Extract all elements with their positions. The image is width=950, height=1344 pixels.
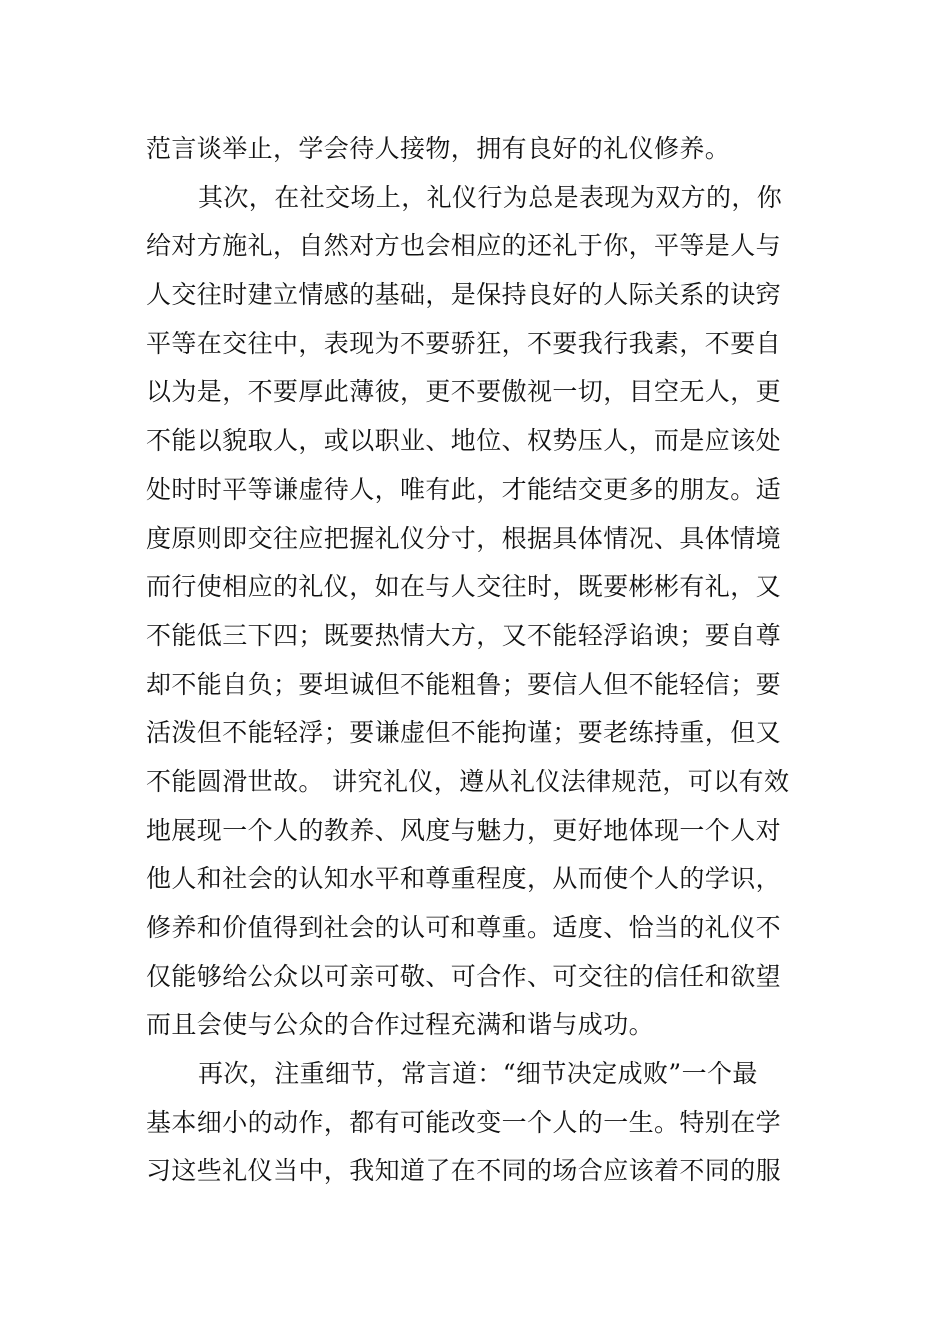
text-line: 却不能自负；要坦诚但不能粗鲁；要信人但不能轻信；要 bbox=[146, 669, 782, 699]
text-line: 人交往时建立情感的基础，是保持良好的人际关系的诀窍 bbox=[146, 280, 782, 310]
text-line: 修养和价值得到社会的认可和尊重。适度、恰当的礼仪不 bbox=[146, 913, 782, 942]
text-line: 以为是，不要厚此薄彼，更不要傲视一切，目空无人，更 bbox=[146, 377, 782, 407]
text-line: 再次，注重细节，常言道：“细节决定成败”一个最 bbox=[198, 1059, 758, 1089]
text-line: 活泼但不能轻浮；要谦虚但不能拘谨；要老练持重，但又 bbox=[146, 718, 782, 748]
text-line: 而行使相应的礼仪，如在与人交往时，既要彬彬有礼，又 bbox=[146, 572, 782, 602]
body-text bbox=[146, 125, 806, 1196]
text-line: 平等在交往中，表现为不要骄狂，不要我行我素，不要自 bbox=[146, 328, 782, 358]
text-line: 基本细小的动作，都有可能改变一个人的一生。特别在学 bbox=[146, 1107, 782, 1137]
text-line: 而且会使与公众的合作过程充满和谐与成功。 bbox=[146, 1010, 655, 1040]
text-line: 不能以貌取人，或以职业、地位、权势压人，而是应该处 bbox=[146, 426, 782, 456]
text-line: 不能圆滑世故。 讲究礼仪，遵从礼仪法律规范，可以有效 bbox=[146, 766, 790, 796]
text-line: 其次，在社交场上，礼仪行为总是表现为双方的，你 bbox=[198, 182, 783, 212]
text-line: 处时时平等谦虚待人，唯有此，才能结交更多的朋友。适 bbox=[146, 474, 782, 504]
text-line: 给对方施礼，自然对方也会相应的还礼于你，平等是人与 bbox=[146, 231, 782, 261]
text-line: 仅能够给公众以可亲可敬、可合作、可交往的信任和欲望 bbox=[146, 961, 782, 991]
text-line: 不能低三下四；既要热情大方，又不能轻浮谄谀；要自尊 bbox=[146, 620, 782, 650]
text-line: 习这些礼仪当中，我知道了在不同的场合应该着不同的服 bbox=[146, 1156, 782, 1186]
text-line: 范言谈举止，学会待人接物，拥有良好的礼仪修养。 bbox=[146, 134, 731, 163]
text-line: 度原则即交往应把握礼仪分寸，根据具体情况、具体情境 bbox=[146, 523, 782, 553]
text-line: 地展现一个人的教养、风度与魅力，更好地体现一个人对 bbox=[146, 815, 782, 845]
text-line: 他人和社会的认知水平和尊重程度，从而使个人的学识， bbox=[146, 864, 782, 894]
